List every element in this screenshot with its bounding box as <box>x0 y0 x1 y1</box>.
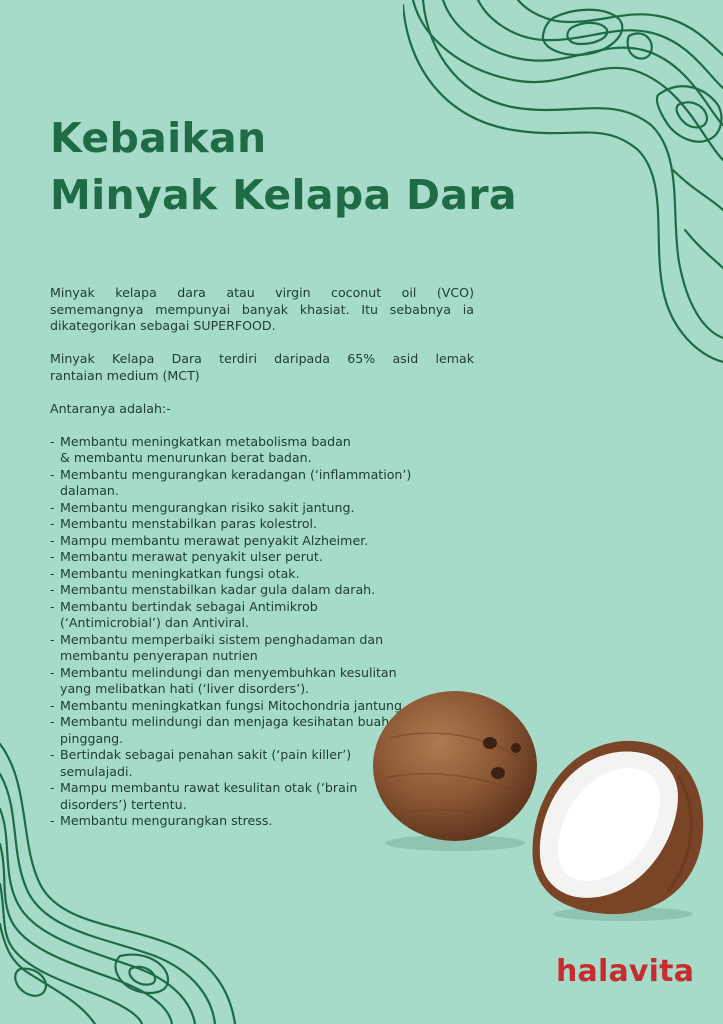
intro-line: rantaian medium (MCT) <box>50 367 200 383</box>
list-item: - Mampu membantu merawat penyakit Alzheimer. <box>50 533 474 550</box>
page-title <box>50 110 517 224</box>
list-item: - Membantu meningkatkan fungsi otak. <box>50 566 474 583</box>
list-item: - Bertindak sebagai penahan sakit (‘pain killer’) semulajadi. <box>50 747 474 780</box>
list-item: - Membantu melindungi dan menyembuhkan kesulitan yang melibatkan hati (‘liver disorders’). <box>50 665 474 698</box>
list-item: - Membantu meningkatkan metabolisma badan & membantu menurunkan berat badan. <box>50 434 474 467</box>
list-item: - Membantu merawat penyakit ulser perut. <box>50 549 474 566</box>
list-item: - Membantu mengurangkan risiko sakit jantung. <box>50 500 474 517</box>
list-item: - Membantu memperbaiki sistem penghadaman dan membantu penyerapan nutrien <box>50 632 474 665</box>
intro-line: dikategorikan sebagai SUPERFOOD. <box>50 318 276 333</box>
list-item: - Membantu bertindak sebagai Antimikrob (‘Antimicrobial’) dan Antiviral. <box>50 599 474 632</box>
list-item: - Membantu melindungi dan menjaga kesihatan buah pinggang. <box>50 714 474 747</box>
half-coconut-image <box>528 736 708 921</box>
title-line-2: Minyak Kelapa Dara <box>50 171 517 219</box>
list-item: - Mampu membantu rawat kesulitan otak (‘brain disorders’) tertentu. <box>50 780 474 813</box>
list-item: - Membantu mengurangkan stress. <box>50 813 474 830</box>
whole-coconut-image <box>370 688 540 853</box>
list-item: - Membantu menstabilkan kadar gula dalam darah. <box>50 582 474 599</box>
list-item: - Membantu mengurangkan keradangan (‘inflammation’) dalaman. <box>50 467 474 500</box>
intro-line: sememangnya mempunyai banyak khasiat. Itu sebabnya ia <box>50 301 474 317</box>
list-item: - Membantu menstabilkan paras kolestrol. <box>50 516 474 533</box>
intro-line: Minyak kelapa dara atau virgin coconut oil (VCO) <box>50 285 474 300</box>
brand-logo: halavita <box>556 954 695 989</box>
title-line-1: Kebaikan <box>50 114 267 162</box>
list-heading: Antaranya adalah:- <box>50 400 171 416</box>
list-item: - Membantu meningkatkan fungsi Mitochondria jantung. <box>50 698 474 715</box>
intro-line: Minyak Kelapa Dara terdiri daripada 65% asid lemak <box>50 351 474 366</box>
